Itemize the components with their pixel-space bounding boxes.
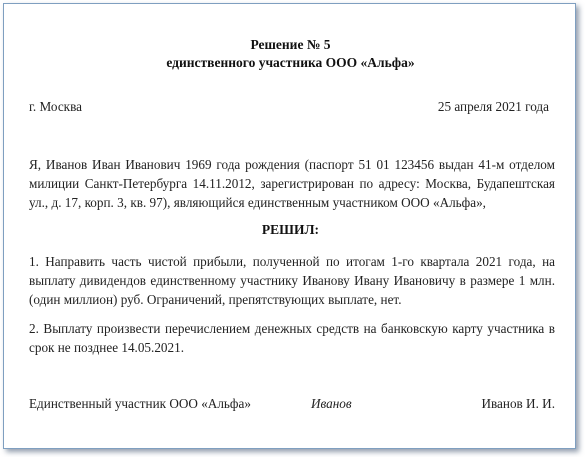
decision-document <box>4 4 577 450</box>
handwritten-signature: Иванов <box>311 396 352 411</box>
document-frame <box>3 3 576 449</box>
decision-item-2: 2. Выплату произвести перечислением денежных средств на банковскую карту участника в срок не позднее 14.05.2021. <box>29 321 555 355</box>
signer-role: Единственный участник ООО «Альфа» <box>29 396 251 411</box>
document-title: Решение № 5 <box>250 37 331 52</box>
decision-item-1: 1. Направить часть чистой прибыли, полученной по итогам 1-го квартала 2021 года, на выплату дивидендов единственному участнику Иванову Ивану Ивановичу в размере 1 млн. (один миллион) руб. Ограничений, препятствующих выплате, нет. <box>29 254 555 307</box>
signature-block <box>29 396 555 414</box>
signer-name: Иванов И. И. <box>481 396 555 411</box>
document-subtitle: единственного участника ООО «Альфа» <box>166 55 415 70</box>
intro-paragraph: Я, Иванов Иван Иванович 1969 года рождения (паспорт 51 01 123456 выдан 41-м отделом милиции Санкт-Петербурга 14.11.2012, зарегистрирован по адресу: Москва, Будапештская ул., д. 17, корп. 3, кв. 97), являющийся единственным участником ООО «Альфа», <box>29 157 555 210</box>
document-date: 25 апреля 2021 года <box>437 99 549 114</box>
document-city: г. Москва <box>29 99 82 114</box>
place-date-row <box>29 99 549 115</box>
decided-heading: РЕШИЛ: <box>261 222 320 237</box>
